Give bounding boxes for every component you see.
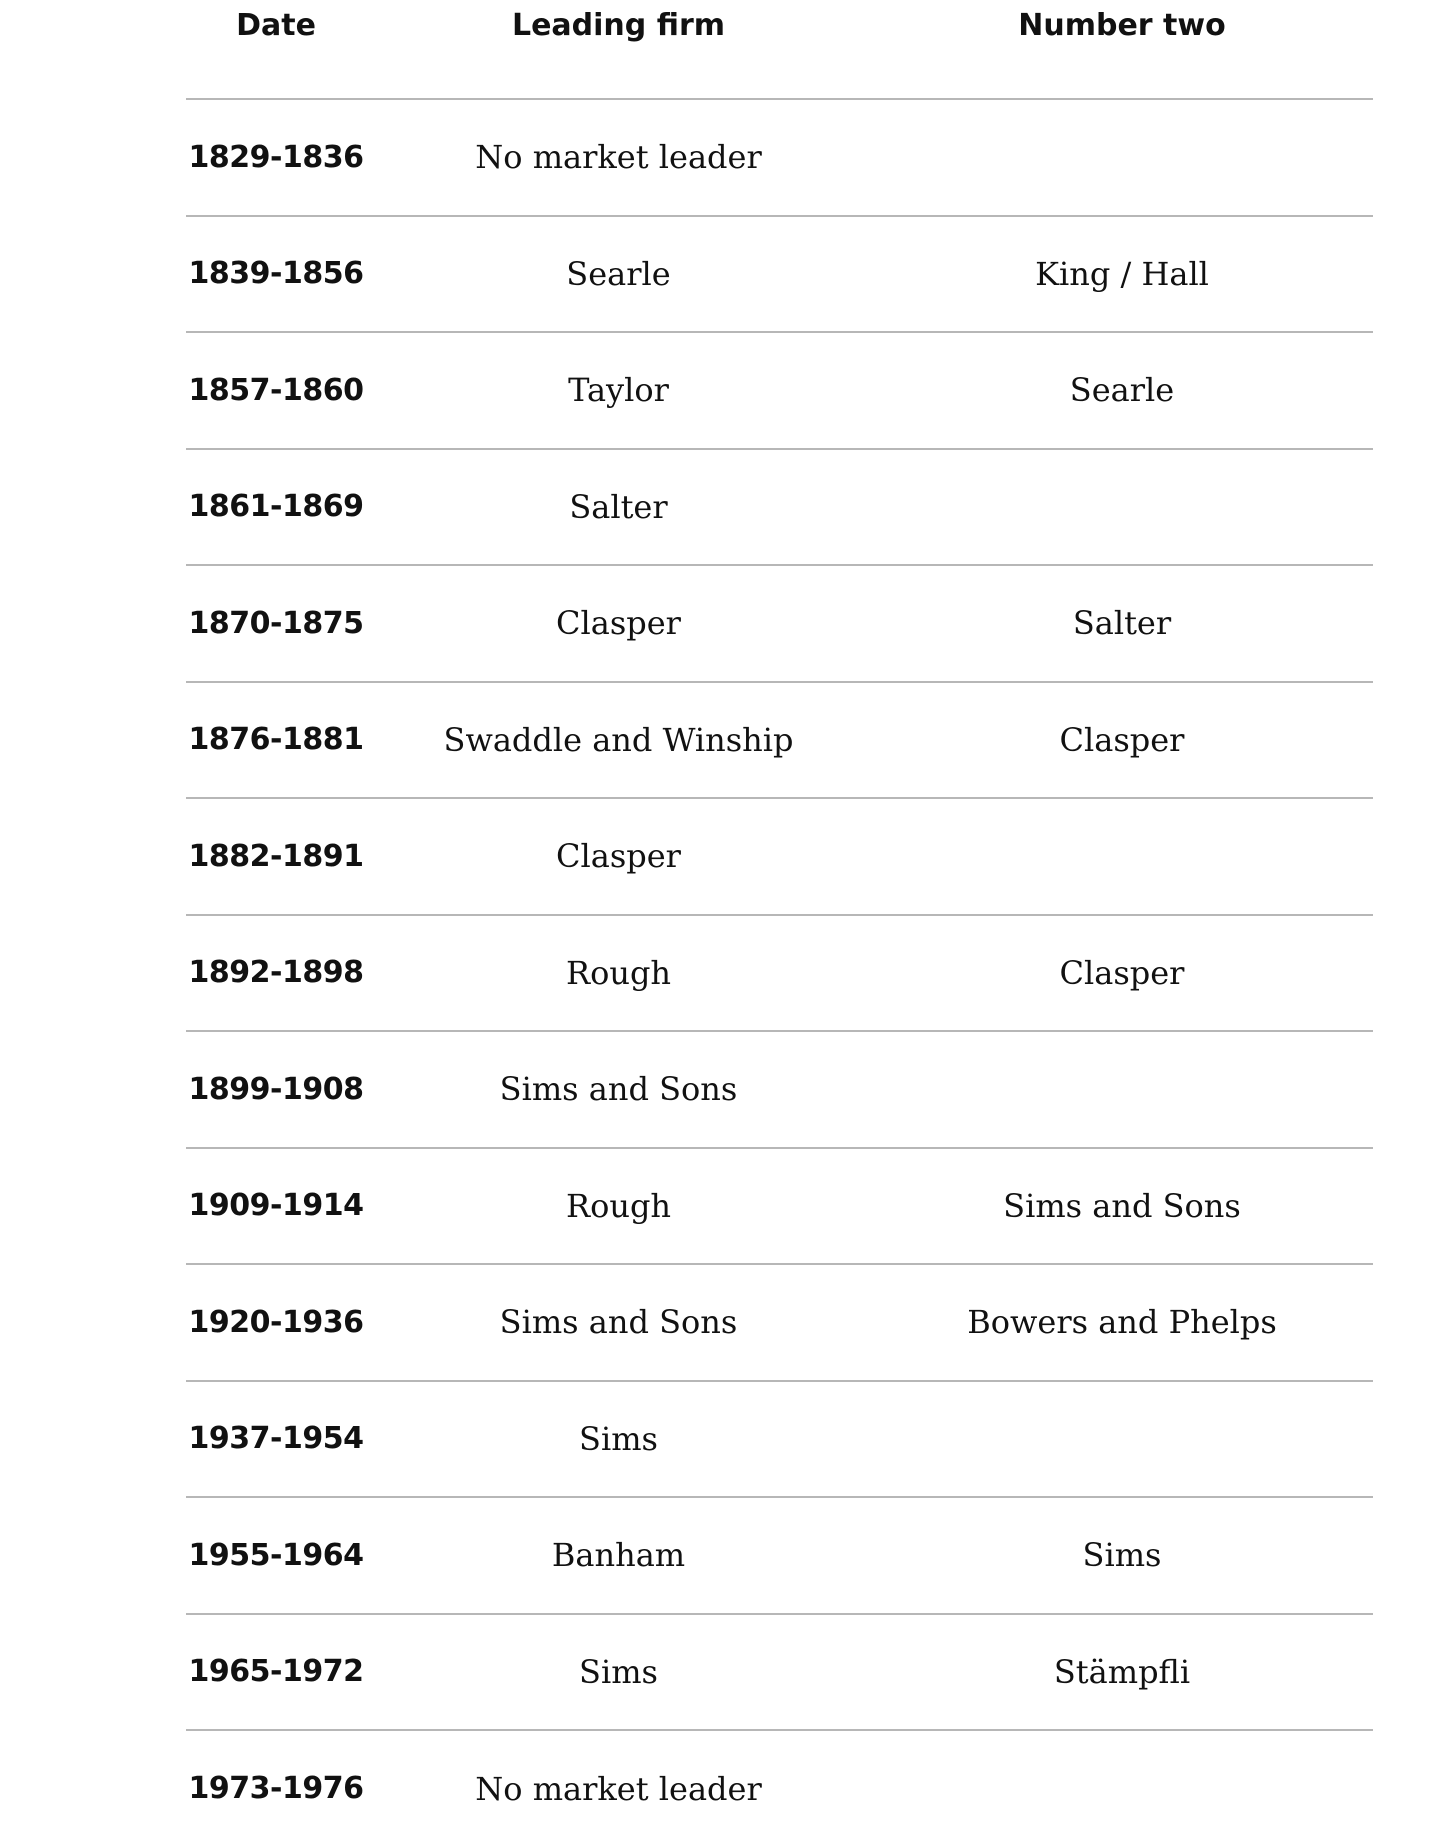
leading-firm-cell: Sims and Sons xyxy=(499,1070,738,1109)
leading-firm-cell: No market leader xyxy=(475,138,762,177)
leading-firm-cell: Swaddle and Winship xyxy=(443,720,794,759)
date-cell: 1861-1869 xyxy=(188,489,364,525)
date-cell: 1882-1891 xyxy=(188,838,364,874)
table-row xyxy=(186,565,1373,682)
header-row xyxy=(186,0,1373,99)
number-two-cell: Searle xyxy=(1069,371,1175,410)
number-two-cell: Sims and Sons xyxy=(1003,1186,1241,1225)
date-cell: 1892-1898 xyxy=(188,955,364,991)
number-two-cell: Sims xyxy=(1082,1536,1162,1575)
table-row xyxy=(186,216,1373,333)
market-leaders-table-container xyxy=(186,0,1373,1847)
leading-firm-cell: Clasper xyxy=(556,604,681,643)
leading-firm-cell: Rough xyxy=(565,1186,672,1225)
table-row xyxy=(186,332,1373,449)
table-row xyxy=(186,915,1373,1032)
number-two-cell xyxy=(871,1381,1373,1498)
table-row xyxy=(186,99,1373,216)
table-body xyxy=(186,99,1373,1847)
leading-firm-cell: Salter xyxy=(569,487,668,526)
table-row xyxy=(186,1381,1373,1498)
market-leaders-table xyxy=(186,0,1373,1847)
table-row xyxy=(186,1148,1373,1265)
date-cell: 1857-1860 xyxy=(188,372,364,408)
table-row xyxy=(186,1497,1373,1614)
date-cell: 1920-1936 xyxy=(188,1304,364,1340)
number-two-cell xyxy=(871,798,1373,915)
number-two-cell xyxy=(871,449,1373,566)
header-number-two: Number two xyxy=(871,0,1373,99)
leading-firm-cell: Banham xyxy=(551,1536,686,1575)
table-row xyxy=(186,1730,1373,1847)
date-cell: 1973-1976 xyxy=(188,1771,364,1807)
date-cell: 1876-1881 xyxy=(188,722,364,758)
number-two-cell xyxy=(871,1031,1373,1148)
header-leading-firm: Leading firm xyxy=(366,0,871,99)
date-cell: 1955-1964 xyxy=(188,1537,364,1573)
leading-firm-cell: Sims xyxy=(579,1652,658,1691)
table-header xyxy=(186,0,1373,99)
date-cell: 1829-1836 xyxy=(188,139,364,175)
leading-firm-cell: Rough xyxy=(565,953,672,992)
date-cell: 1965-1972 xyxy=(188,1654,364,1690)
header-date: Date xyxy=(186,0,366,99)
number-two-cell: Clasper xyxy=(1059,720,1185,759)
date-cell: 1937-1954 xyxy=(188,1421,364,1457)
number-two-cell: King / Hall xyxy=(1035,254,1209,293)
date-cell: 1909-1914 xyxy=(188,1188,364,1224)
table-row xyxy=(186,1264,1373,1381)
date-cell: 1870-1875 xyxy=(188,605,364,641)
leading-firm-cell: Searle xyxy=(566,254,671,293)
date-cell: 1839-1856 xyxy=(188,256,364,292)
table-row xyxy=(186,1614,1373,1731)
number-two-cell: Bowers and Phelps xyxy=(967,1303,1277,1342)
number-two-cell: Stämpfli xyxy=(1053,1652,1191,1691)
number-two-cell: Salter xyxy=(1072,604,1172,643)
number-two-cell: Clasper xyxy=(1059,953,1185,992)
number-two-cell xyxy=(871,1730,1373,1847)
date-cell: 1899-1908 xyxy=(188,1071,364,1107)
table-row xyxy=(186,449,1373,566)
table-row xyxy=(186,1031,1373,1148)
table-row xyxy=(186,682,1373,799)
leading-firm-cell: No market leader xyxy=(475,1769,762,1808)
table-row xyxy=(186,798,1373,915)
number-two-cell xyxy=(871,99,1373,216)
leading-firm-cell: Taylor xyxy=(568,371,669,410)
leading-firm-cell: Sims xyxy=(579,1419,658,1458)
leading-firm-cell: Sims and Sons xyxy=(499,1303,738,1342)
leading-firm-cell: Clasper xyxy=(556,837,681,876)
